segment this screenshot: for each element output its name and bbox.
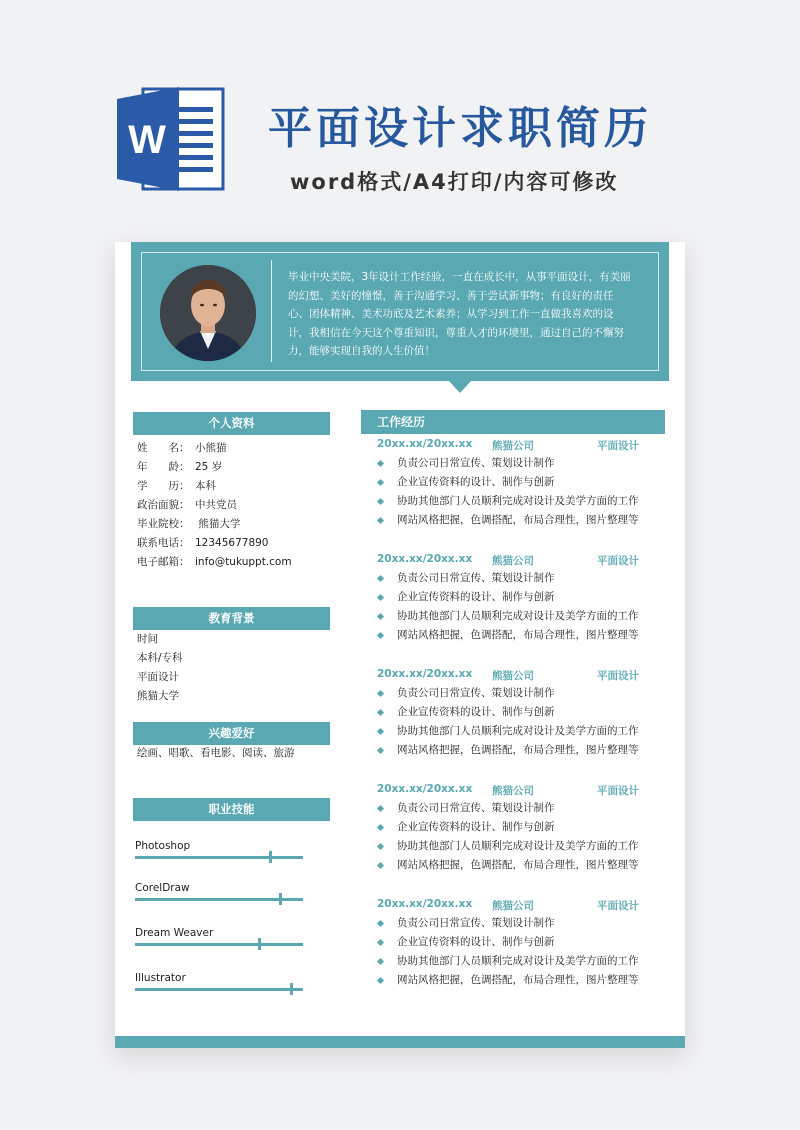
diamond-bullet-icon (377, 977, 384, 984)
job-duty-text: 企业宣传资料的设计、制作与创新 (397, 821, 555, 833)
sheet-bottom-bar (115, 1036, 685, 1048)
education-line: 熊猫大学 (137, 690, 179, 702)
job-position: 平面设计 (597, 900, 639, 912)
job-period: 20xx.xx/20xx.xx (377, 438, 473, 450)
diamond-bullet-icon (377, 824, 384, 831)
job-duty (377, 511, 667, 530)
skill-level-bar (135, 898, 303, 901)
job-header (377, 668, 667, 684)
education-line: 平面设计 (137, 671, 179, 683)
skill-level-marker (269, 851, 272, 863)
job-duty (377, 837, 667, 856)
job-duty-text: 企业宣传资料的设计、制作与创新 (397, 591, 555, 603)
diamond-bullet-icon (377, 862, 384, 869)
job-duty (377, 473, 667, 492)
job-entry (377, 553, 667, 645)
diamond-bullet-icon (377, 747, 384, 754)
education-heading: 教育背景 (133, 607, 330, 630)
job-entry (377, 783, 667, 875)
work-experience-heading: 工作经历 (361, 410, 665, 434)
job-duty (377, 741, 667, 760)
job-duty-text: 企业宣传资料的设计、制作与创新 (397, 476, 555, 488)
job-duty-text: 网站风格把握，色调搭配，布局合理性，图片整理等 (397, 859, 639, 871)
skill-level-marker (258, 938, 261, 950)
hobbies-text: 绘画、唱歌、看电影、阅读、旅游 (137, 747, 295, 759)
diamond-bullet-icon (377, 958, 384, 965)
job-duty (377, 856, 667, 875)
job-duty (377, 684, 667, 703)
job-duty-text: 负责公司日常宣传、策划设计制作 (397, 917, 555, 929)
diamond-bullet-icon (377, 690, 384, 697)
job-header (377, 898, 667, 914)
job-entry (377, 898, 667, 990)
job-company: 熊猫公司 (492, 670, 534, 682)
job-header (377, 438, 667, 454)
diamond-bullet-icon (377, 594, 384, 601)
job-duty-text: 协助其他部门人员顺利完成对设计及美学方面的工作 (397, 840, 639, 852)
job-duty-text: 网站风格把握，色调搭配，布局合理性，图片整理等 (397, 974, 639, 986)
job-position: 平面设计 (597, 440, 639, 452)
job-duty (377, 818, 667, 837)
job-header (377, 783, 667, 799)
page-title: 平面设计求职简历 (268, 103, 652, 154)
job-position: 平面设计 (597, 555, 639, 567)
skill-name: CorelDraw (135, 882, 190, 894)
job-duty (377, 799, 667, 818)
info-row: 电子邮箱： info@tukuppt.com (137, 556, 292, 568)
skill-level-bar (135, 943, 303, 946)
job-duty-text: 网站风格把握，色调搭配，布局合理性，图片整理等 (397, 629, 639, 641)
hobbies-heading: 兴趣爱好 (133, 722, 330, 745)
job-duty (377, 722, 667, 741)
info-row: 毕业院校： 熊猫大学 (137, 518, 241, 530)
diamond-bullet-icon (377, 805, 384, 812)
profile-intro: 毕业中央美院，3年设计工作经验，一直在成长中，从事平面设计，有美丽的幻想、美好的憧憬，善于沟通学习、善于尝试新事物；有良好的责任心、团体精神、美术功底及艺术素养；从学习到工作一直做我喜欢的设计，我相信在今天这个尊重知识，尊重人才的环境里，通过自己的不懈努力，能够实现自我的人生价值！ (288, 271, 631, 357)
job-duty (377, 971, 667, 990)
job-duty (377, 933, 667, 952)
job-duty-text: 协助其他部门人员顺利完成对设计及美学方面的工作 (397, 610, 639, 622)
job-duty-text: 企业宣传资料的设计、制作与创新 (397, 706, 555, 718)
diamond-bullet-icon (377, 843, 384, 850)
skill-name: Dream Weaver (135, 927, 214, 939)
skill-name: Photoshop (135, 840, 191, 852)
job-position: 平面设计 (597, 785, 639, 797)
job-duty (377, 569, 667, 588)
job-position: 平面设计 (597, 670, 639, 682)
info-row: 联系电话： 12345677890 (137, 537, 269, 549)
job-company: 熊猫公司 (492, 900, 534, 912)
job-duty (377, 492, 667, 511)
profile-banner (131, 242, 669, 381)
svg-text:W: W (128, 118, 166, 162)
skill-name: Illustrator (135, 972, 186, 984)
job-header (377, 553, 667, 569)
diamond-bullet-icon (377, 709, 384, 716)
job-duty (377, 626, 667, 645)
education-line: 本科/专科 (137, 652, 183, 664)
job-duty-text: 协助其他部门人员顺利完成对设计及美学方面的工作 (397, 955, 639, 967)
skill-level-marker (279, 893, 282, 905)
skills-heading: 职业技能 (133, 798, 330, 821)
diamond-bullet-icon (377, 613, 384, 620)
job-duty (377, 952, 667, 971)
job-entry (377, 668, 667, 760)
job-duty-text: 负责公司日常宣传、策划设计制作 (397, 572, 555, 584)
job-period: 20xx.xx/20xx.xx (377, 668, 473, 680)
diamond-bullet-icon (377, 939, 384, 946)
skill-level-bar (135, 988, 303, 991)
diamond-bullet-icon (377, 479, 384, 486)
resume-sheet (115, 242, 685, 1048)
diamond-bullet-icon (377, 498, 384, 505)
job-company: 熊猫公司 (492, 555, 534, 567)
job-duty (377, 703, 667, 722)
job-period: 20xx.xx/20xx.xx (377, 553, 473, 565)
job-duty-text: 协助其他部门人员顺利完成对设计及美学方面的工作 (397, 495, 639, 507)
job-company: 熊猫公司 (492, 440, 534, 452)
job-duty-text: 协助其他部门人员顺利完成对设计及美学方面的工作 (397, 725, 639, 737)
education-line: 时间 (137, 633, 158, 645)
job-period: 20xx.xx/20xx.xx (377, 783, 473, 795)
job-duty-text: 负责公司日常宣传、策划设计制作 (397, 457, 555, 469)
job-duty (377, 607, 667, 626)
job-duty-text: 负责公司日常宣传、策划设计制作 (397, 802, 555, 814)
info-row: 政治面貌： 中共党员 (137, 499, 237, 511)
diamond-bullet-icon (377, 517, 384, 524)
info-row: 姓 名： 小熊猫 (137, 442, 227, 454)
diamond-bullet-icon (377, 920, 384, 927)
job-duty (377, 914, 667, 933)
job-duty-text: 网站风格把握，色调搭配，布局合理性，图片整理等 (397, 514, 639, 526)
info-row: 学 历： 本科 (137, 480, 216, 492)
diamond-bullet-icon (377, 460, 384, 467)
job-duty (377, 588, 667, 607)
page-subtitle: word格式/A4打印/内容可修改 (290, 170, 619, 194)
job-entry (377, 438, 667, 530)
skill-level-bar (135, 856, 303, 859)
job-period: 20xx.xx/20xx.xx (377, 898, 473, 910)
diamond-bullet-icon (377, 575, 384, 582)
diamond-bullet-icon (377, 632, 384, 639)
diamond-bullet-icon (377, 728, 384, 735)
job-duty-text: 负责公司日常宣传、策划设计制作 (397, 687, 555, 699)
skill-level-marker (290, 983, 293, 995)
job-duty-text: 网站风格把握，色调搭配，布局合理性，图片整理等 (397, 744, 639, 756)
job-company: 熊猫公司 (492, 785, 534, 797)
profile-photo (160, 265, 256, 361)
job-duty-text: 企业宣传资料的设计、制作与创新 (397, 936, 555, 948)
job-duty (377, 454, 667, 473)
word-document-icon (117, 85, 227, 193)
info-row: 年 龄： 25 岁 (137, 461, 223, 473)
personal-info-heading: 个人资料 (133, 412, 330, 435)
